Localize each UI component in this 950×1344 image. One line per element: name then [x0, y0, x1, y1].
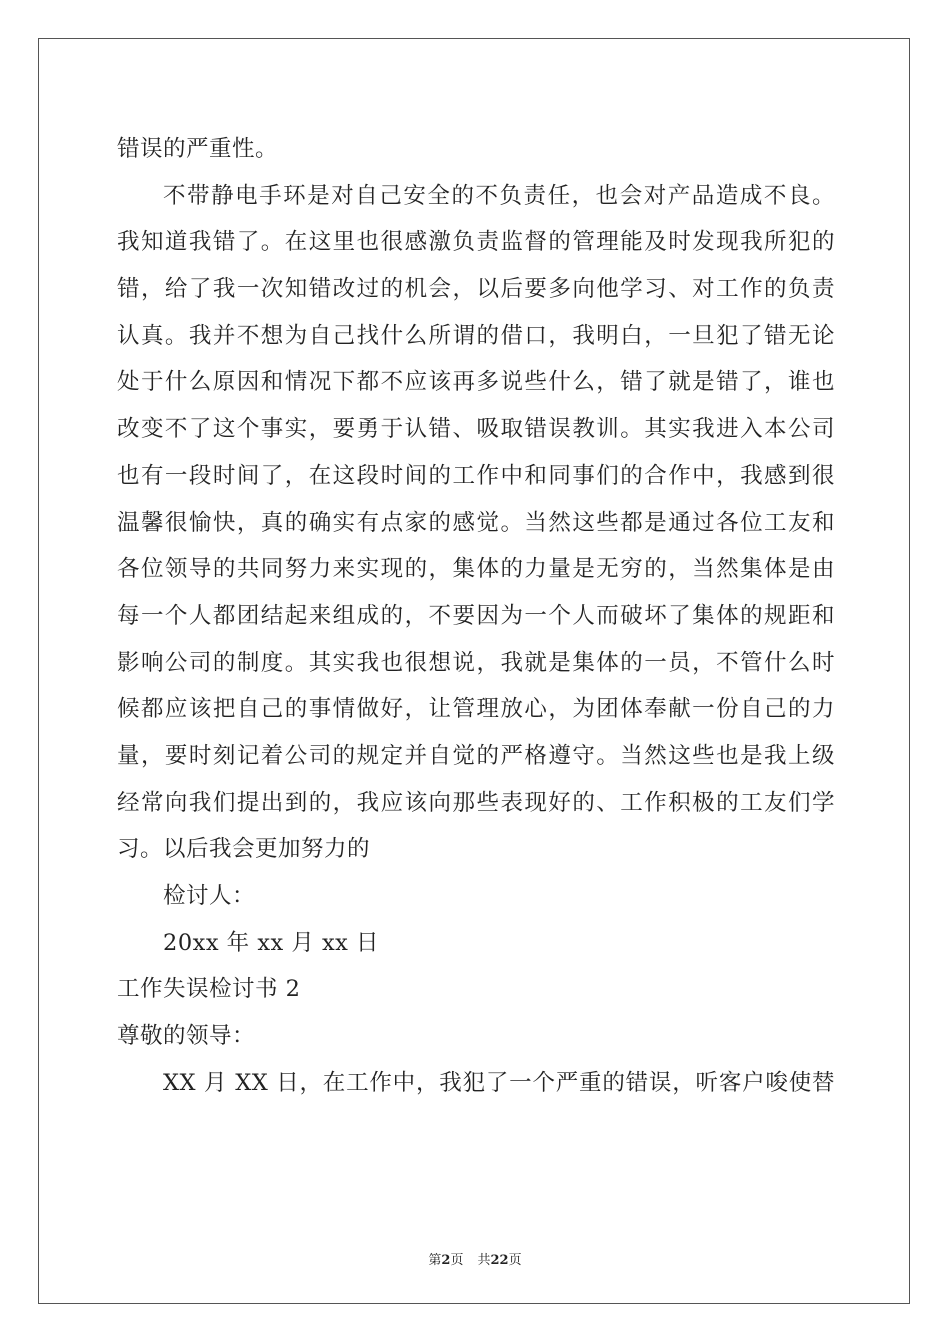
- page-suffix: 页: [450, 1253, 464, 1268]
- text-line: 错误的严重性。: [117, 136, 279, 162]
- text-line: 温馨很愉快，真的确实有点家的感觉。当然这些都是通过各位工友和: [117, 509, 835, 536]
- section-title: 工作失误检讨书 2: [117, 976, 301, 1003]
- signature-label: 检讨人：: [163, 883, 256, 909]
- text-line: 也有一段时间了，在这段时间的工作中和同事们的合作中，我感到很: [117, 462, 835, 489]
- text-line: 不带静电手环是对自己安全的不负责任，也会对产品造成不良。: [163, 182, 835, 209]
- text-line: 每一个人都团结起来组成的，不要因为一个人而破坏了集体的规距和: [117, 602, 835, 629]
- text-line: 影响公司的制度。其实我也很想说，我就是集体的一员，不管什么时: [117, 649, 835, 676]
- text-line: 习。以后我会更加努力的: [117, 836, 371, 863]
- signature-date: 20xx 年 xx 月 xx 日: [163, 929, 380, 956]
- text-line: 量，要时刻记着公司的规定并自觉的严格遵守。当然这些也是我上级: [117, 742, 835, 769]
- text-line: 各位领导的共同努力来实现的，集体的力量是无穷的，当然集体是由: [117, 556, 835, 583]
- text-line: 经常向我们提出到的，我应该向那些表现好的、工作积极的工友们学: [117, 789, 835, 816]
- text-line: XX 月 XX 日，在工作中，我犯了一个严重的错误，听客户唆使替: [163, 1069, 835, 1096]
- salutation: 尊敬的领导：: [117, 1023, 256, 1050]
- text-line: 改变不了这个事实，要勇于认错、吸取错误教训。其实我进入本公司: [117, 416, 835, 443]
- text-line: 候都应该把自己的事情做好，让管理放心，为团体奉献一份自己的力: [117, 696, 835, 723]
- total-suffix: 页: [508, 1253, 522, 1268]
- page-total: 22: [490, 1253, 509, 1268]
- text-line: 处于什么原因和情况下都不应该再多说些什么，错了就是错了，谁也: [117, 369, 835, 396]
- text-line: 我知道我错了。在这里也很感激负责监督的管理能及时发现我所犯的: [117, 229, 835, 256]
- page-footer: [0, 1249, 950, 1268]
- page-current: 2: [441, 1253, 451, 1268]
- document-body: [117, 126, 835, 1106]
- page-prefix: 第: [428, 1253, 442, 1268]
- text-line: 认真。我并不想为自己找什么所谓的借口，我明白，一旦犯了错无论: [117, 322, 835, 349]
- text-line: 错，给了我一次知错改过的机会，以后要多向他学习、对工作的负责: [117, 276, 835, 303]
- total-prefix: 共: [477, 1253, 491, 1268]
